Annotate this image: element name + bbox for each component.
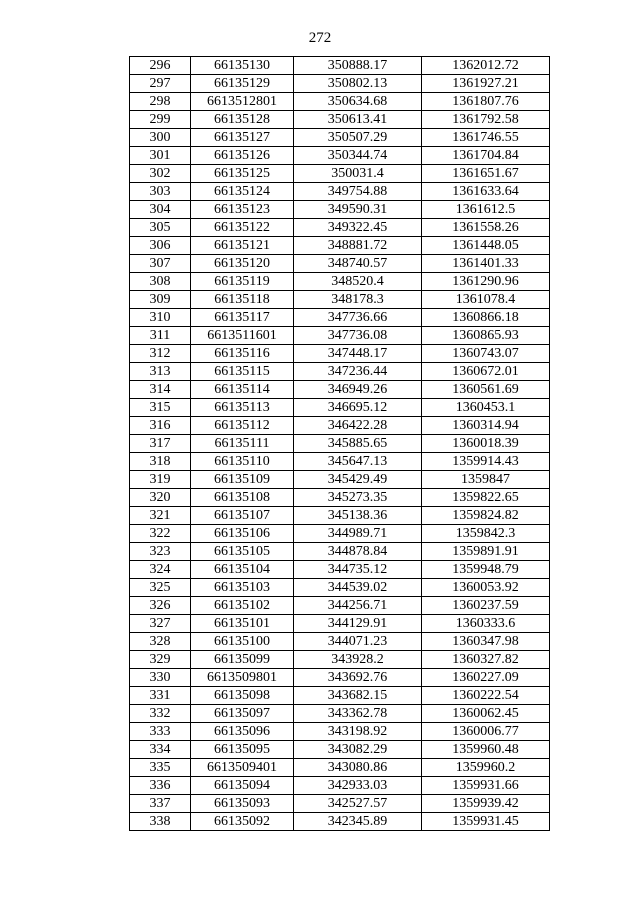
- y-coordinate-cell: 1359847: [422, 471, 550, 489]
- x-coordinate-cell: 343362.78: [294, 705, 422, 723]
- x-coordinate-cell: 346695.12: [294, 399, 422, 417]
- table-row: [130, 651, 550, 669]
- table-row: [130, 525, 550, 543]
- x-coordinate-cell: 347448.17: [294, 345, 422, 363]
- x-coordinate-cell: 350613.41: [294, 111, 422, 129]
- table-row: [130, 777, 550, 795]
- point-id-cell: 6613509401: [191, 759, 294, 777]
- row-number-cell: 332: [130, 705, 191, 723]
- point-id-cell: 66135108: [191, 489, 294, 507]
- row-number-cell: 321: [130, 507, 191, 525]
- row-number-cell: 336: [130, 777, 191, 795]
- x-coordinate-cell: 345138.36: [294, 507, 422, 525]
- row-number-cell: 330: [130, 669, 191, 687]
- y-coordinate-cell: 1359960.2: [422, 759, 550, 777]
- point-id-cell: 66135106: [191, 525, 294, 543]
- y-coordinate-cell: 1362012.72: [422, 57, 550, 75]
- y-coordinate-cell: 1361651.67: [422, 165, 550, 183]
- y-coordinate-cell: 1360672.01: [422, 363, 550, 381]
- y-coordinate-cell: 1359960.48: [422, 741, 550, 759]
- x-coordinate-cell: 348520.4: [294, 273, 422, 291]
- y-coordinate-cell: 1359891.91: [422, 543, 550, 561]
- row-number-cell: 308: [130, 273, 191, 291]
- y-coordinate-cell: 1360062.45: [422, 705, 550, 723]
- x-coordinate-cell: 342933.03: [294, 777, 422, 795]
- y-coordinate-cell: 1359931.45: [422, 813, 550, 831]
- point-id-cell: 66135098: [191, 687, 294, 705]
- x-coordinate-cell: 344539.02: [294, 579, 422, 597]
- x-coordinate-cell: 346422.28: [294, 417, 422, 435]
- x-coordinate-cell: 347236.44: [294, 363, 422, 381]
- table-row: [130, 489, 550, 507]
- table-row: [130, 687, 550, 705]
- row-number-cell: 327: [130, 615, 191, 633]
- row-number-cell: 297: [130, 75, 191, 93]
- x-coordinate-cell: 349322.45: [294, 219, 422, 237]
- coordinates-table: [129, 56, 550, 831]
- point-id-cell: 66135130: [191, 57, 294, 75]
- x-coordinate-cell: 342527.57: [294, 795, 422, 813]
- y-coordinate-cell: 1360053.92: [422, 579, 550, 597]
- table-row: [130, 111, 550, 129]
- y-coordinate-cell: 1360333.6: [422, 615, 550, 633]
- x-coordinate-cell: 350634.68: [294, 93, 422, 111]
- x-coordinate-cell: 347736.08: [294, 327, 422, 345]
- table-row: [130, 57, 550, 75]
- table-row: [130, 561, 550, 579]
- point-id-cell: 66135099: [191, 651, 294, 669]
- point-id-cell: 66135119: [191, 273, 294, 291]
- table-row: [130, 543, 550, 561]
- y-coordinate-cell: 1360561.69: [422, 381, 550, 399]
- row-number-cell: 323: [130, 543, 191, 561]
- table-row: [130, 597, 550, 615]
- row-number-cell: 318: [130, 453, 191, 471]
- row-number-cell: 307: [130, 255, 191, 273]
- row-number-cell: 324: [130, 561, 191, 579]
- point-id-cell: 6613509801: [191, 669, 294, 687]
- row-number-cell: 315: [130, 399, 191, 417]
- y-coordinate-cell: 1361746.55: [422, 129, 550, 147]
- point-id-cell: 6613512801: [191, 93, 294, 111]
- y-coordinate-cell: 1361078.4: [422, 291, 550, 309]
- x-coordinate-cell: 344735.12: [294, 561, 422, 579]
- point-id-cell: 66135126: [191, 147, 294, 165]
- y-coordinate-cell: 1360743.07: [422, 345, 550, 363]
- point-id-cell: 66135100: [191, 633, 294, 651]
- x-coordinate-cell: 346949.26: [294, 381, 422, 399]
- y-coordinate-cell: 1361792.58: [422, 111, 550, 129]
- row-number-cell: 314: [130, 381, 191, 399]
- table-row: [130, 399, 550, 417]
- point-id-cell: 66135110: [191, 453, 294, 471]
- x-coordinate-cell: 344256.71: [294, 597, 422, 615]
- table-row: [130, 309, 550, 327]
- row-number-cell: 309: [130, 291, 191, 309]
- point-id-cell: 66135123: [191, 201, 294, 219]
- table-row: [130, 615, 550, 633]
- row-number-cell: 300: [130, 129, 191, 147]
- y-coordinate-cell: 1361612.5: [422, 201, 550, 219]
- point-id-cell: 66135122: [191, 219, 294, 237]
- x-coordinate-cell: 343682.15: [294, 687, 422, 705]
- point-id-cell: 66135102: [191, 597, 294, 615]
- row-number-cell: 313: [130, 363, 191, 381]
- x-coordinate-cell: 348881.72: [294, 237, 422, 255]
- row-number-cell: 311: [130, 327, 191, 345]
- point-id-cell: 66135125: [191, 165, 294, 183]
- point-id-cell: 66135127: [191, 129, 294, 147]
- x-coordinate-cell: 344878.84: [294, 543, 422, 561]
- table-row: [130, 75, 550, 93]
- point-id-cell: 6613511601: [191, 327, 294, 345]
- y-coordinate-cell: 1361807.76: [422, 93, 550, 111]
- y-coordinate-cell: 1360237.59: [422, 597, 550, 615]
- y-coordinate-cell: 1359842.3: [422, 525, 550, 543]
- table-row: [130, 237, 550, 255]
- point-id-cell: 66135117: [191, 309, 294, 327]
- x-coordinate-cell: 345273.35: [294, 489, 422, 507]
- y-coordinate-cell: 1360314.94: [422, 417, 550, 435]
- row-number-cell: 322: [130, 525, 191, 543]
- x-coordinate-cell: 347736.66: [294, 309, 422, 327]
- table-row: [130, 453, 550, 471]
- point-id-cell: 66135094: [191, 777, 294, 795]
- row-number-cell: 298: [130, 93, 191, 111]
- point-id-cell: 66135116: [191, 345, 294, 363]
- table-row: [130, 579, 550, 597]
- table-row: [130, 147, 550, 165]
- y-coordinate-cell: 1360227.09: [422, 669, 550, 687]
- point-id-cell: 66135103: [191, 579, 294, 597]
- table-row: [130, 507, 550, 525]
- table-row: [130, 219, 550, 237]
- y-coordinate-cell: 1361927.21: [422, 75, 550, 93]
- row-number-cell: 317: [130, 435, 191, 453]
- row-number-cell: 302: [130, 165, 191, 183]
- x-coordinate-cell: 343198.92: [294, 723, 422, 741]
- point-id-cell: 66135124: [191, 183, 294, 201]
- point-id-cell: 66135096: [191, 723, 294, 741]
- table-row: [130, 723, 550, 741]
- page-number: 272: [308, 30, 332, 46]
- row-number-cell: 328: [130, 633, 191, 651]
- x-coordinate-cell: 350888.17: [294, 57, 422, 75]
- table-row: [130, 813, 550, 831]
- y-coordinate-cell: 1361633.64: [422, 183, 550, 201]
- x-coordinate-cell: 342345.89: [294, 813, 422, 831]
- point-id-cell: 66135121: [191, 237, 294, 255]
- table-row: [130, 633, 550, 651]
- table-row: [130, 183, 550, 201]
- table-row: [130, 327, 550, 345]
- x-coordinate-cell: 348740.57: [294, 255, 422, 273]
- point-id-cell: 66135115: [191, 363, 294, 381]
- table-row: [130, 255, 550, 273]
- table-row: [130, 201, 550, 219]
- y-coordinate-cell: 1361290.96: [422, 273, 550, 291]
- y-coordinate-cell: 1360865.93: [422, 327, 550, 345]
- x-coordinate-cell: 344071.23: [294, 633, 422, 651]
- x-coordinate-cell: 350031.4: [294, 165, 422, 183]
- row-number-cell: 306: [130, 237, 191, 255]
- point-id-cell: 66135120: [191, 255, 294, 273]
- row-number-cell: 304: [130, 201, 191, 219]
- table-row: [130, 669, 550, 687]
- point-id-cell: 66135093: [191, 795, 294, 813]
- point-id-cell: 66135129: [191, 75, 294, 93]
- table-row: [130, 705, 550, 723]
- y-coordinate-cell: 1361401.33: [422, 255, 550, 273]
- point-id-cell: 66135113: [191, 399, 294, 417]
- x-coordinate-cell: 343928.2: [294, 651, 422, 669]
- point-id-cell: 66135111: [191, 435, 294, 453]
- row-number-cell: 333: [130, 723, 191, 741]
- y-coordinate-cell: 1360018.39: [422, 435, 550, 453]
- y-coordinate-cell: 1359824.82: [422, 507, 550, 525]
- x-coordinate-cell: 348178.3: [294, 291, 422, 309]
- row-number-cell: 335: [130, 759, 191, 777]
- x-coordinate-cell: 344129.91: [294, 615, 422, 633]
- row-number-cell: 320: [130, 489, 191, 507]
- y-coordinate-cell: 1361704.84: [422, 147, 550, 165]
- row-number-cell: 326: [130, 597, 191, 615]
- table-row: [130, 381, 550, 399]
- table-row: [130, 165, 550, 183]
- point-id-cell: 66135109: [191, 471, 294, 489]
- point-id-cell: 66135104: [191, 561, 294, 579]
- y-coordinate-cell: 1360222.54: [422, 687, 550, 705]
- row-number-cell: 316: [130, 417, 191, 435]
- y-coordinate-cell: 1360453.1: [422, 399, 550, 417]
- x-coordinate-cell: 350344.74: [294, 147, 422, 165]
- table-row: [130, 759, 550, 777]
- y-coordinate-cell: 1359822.65: [422, 489, 550, 507]
- point-id-cell: 66135101: [191, 615, 294, 633]
- row-number-cell: 310: [130, 309, 191, 327]
- row-number-cell: 299: [130, 111, 191, 129]
- y-coordinate-cell: 1359948.79: [422, 561, 550, 579]
- table-row: [130, 741, 550, 759]
- x-coordinate-cell: 349754.88: [294, 183, 422, 201]
- x-coordinate-cell: 343692.76: [294, 669, 422, 687]
- x-coordinate-cell: 345429.49: [294, 471, 422, 489]
- y-coordinate-cell: 1360327.82: [422, 651, 550, 669]
- table-row: [130, 129, 550, 147]
- x-coordinate-cell: 343080.86: [294, 759, 422, 777]
- y-coordinate-cell: 1359939.42: [422, 795, 550, 813]
- x-coordinate-cell: 343082.29: [294, 741, 422, 759]
- table-row: [130, 417, 550, 435]
- x-coordinate-cell: 344989.71: [294, 525, 422, 543]
- row-number-cell: 303: [130, 183, 191, 201]
- point-id-cell: 66135097: [191, 705, 294, 723]
- point-id-cell: 66135105: [191, 543, 294, 561]
- row-number-cell: 301: [130, 147, 191, 165]
- table-row: [130, 273, 550, 291]
- y-coordinate-cell: 1360866.18: [422, 309, 550, 327]
- point-id-cell: 66135114: [191, 381, 294, 399]
- point-id-cell: 66135128: [191, 111, 294, 129]
- y-coordinate-cell: 1361558.26: [422, 219, 550, 237]
- row-number-cell: 338: [130, 813, 191, 831]
- x-coordinate-cell: 349590.31: [294, 201, 422, 219]
- table-row: [130, 93, 550, 111]
- point-id-cell: 66135112: [191, 417, 294, 435]
- table-row: [130, 291, 550, 309]
- row-number-cell: 334: [130, 741, 191, 759]
- point-id-cell: 66135118: [191, 291, 294, 309]
- table-row: [130, 363, 550, 381]
- y-coordinate-cell: 1360006.77: [422, 723, 550, 741]
- table-row: [130, 345, 550, 363]
- x-coordinate-cell: 345647.13: [294, 453, 422, 471]
- y-coordinate-cell: 1360347.98: [422, 633, 550, 651]
- x-coordinate-cell: 345885.65: [294, 435, 422, 453]
- row-number-cell: 325: [130, 579, 191, 597]
- point-id-cell: 66135092: [191, 813, 294, 831]
- table-row: [130, 471, 550, 489]
- row-number-cell: 296: [130, 57, 191, 75]
- row-number-cell: 331: [130, 687, 191, 705]
- x-coordinate-cell: 350802.13: [294, 75, 422, 93]
- point-id-cell: 66135107: [191, 507, 294, 525]
- row-number-cell: 312: [130, 345, 191, 363]
- row-number-cell: 319: [130, 471, 191, 489]
- table-row: [130, 795, 550, 813]
- y-coordinate-cell: 1359931.66: [422, 777, 550, 795]
- row-number-cell: 329: [130, 651, 191, 669]
- row-number-cell: 337: [130, 795, 191, 813]
- y-coordinate-cell: 1359914.43: [422, 453, 550, 471]
- y-coordinate-cell: 1361448.05: [422, 237, 550, 255]
- table-row: [130, 435, 550, 453]
- row-number-cell: 305: [130, 219, 191, 237]
- x-coordinate-cell: 350507.29: [294, 129, 422, 147]
- table-body: [130, 57, 550, 831]
- point-id-cell: 66135095: [191, 741, 294, 759]
